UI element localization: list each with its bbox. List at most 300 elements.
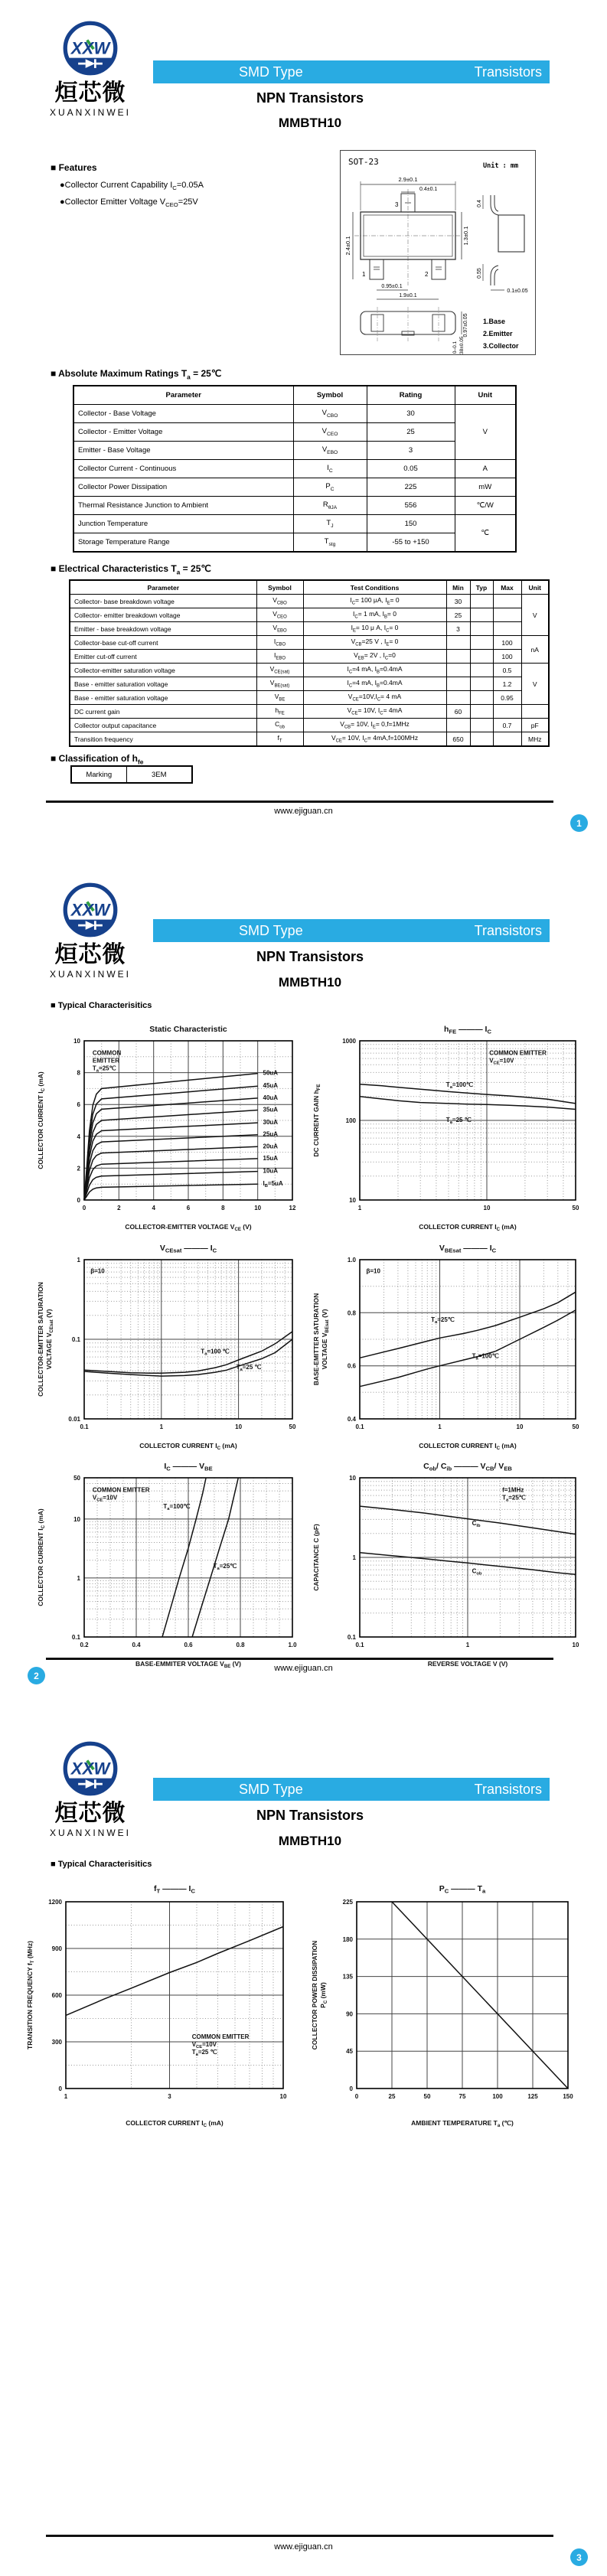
svg-text:45uA: 45uA [263, 1082, 279, 1090]
svg-text:IC ——— VBE: $I_C$ ——— $V_{BE}$ [164, 1462, 213, 1472]
features-heading: ■ Features [51, 162, 97, 173]
table-cell: 100 [493, 636, 521, 650]
table-cell [493, 732, 521, 747]
svg-text:1: 1 [438, 1423, 442, 1430]
svg-text:180: 180 [342, 1935, 353, 1943]
typical-characteristics-heading: ■ Typical Characterisitics [51, 1001, 152, 1010]
brand-name-en: XUANXINWEI [49, 107, 131, 118]
package-unit: Unit : mm [483, 162, 519, 170]
brand-name-en: XUANXINWEI [49, 969, 131, 980]
svg-text:45: 45 [346, 2048, 353, 2056]
table-cell: mW [455, 478, 516, 497]
chart-ic-vs-vbe [34, 1456, 303, 1672]
svg-text:COMMON EMITTER: COMMON EMITTER [191, 2033, 250, 2040]
header-bar-left: SMD Type [239, 64, 303, 80]
svg-text:0.1: 0.1 [80, 1423, 89, 1430]
footer-rule [46, 1658, 553, 1660]
table-cell: $I_C=4$ mA, $I_B=0.4mA$ [303, 664, 446, 677]
svg-text:COLLECTOR POWER DISSIPATION: COLLECTOR POWER DISSIPATION [311, 1940, 318, 2050]
svg-text:10: 10 [483, 1205, 491, 1211]
table-cell: Collector-base cut-off current [70, 636, 256, 650]
table-row [73, 405, 516, 423]
table-cell: $I_{EBO}$ [256, 650, 303, 664]
table-cell: Emitter - Base Voltage [73, 442, 293, 460]
svg-text:30uA: 30uA [263, 1119, 279, 1127]
svg-text:Ta=25 ℃: $T_a=25$ ℃ [191, 2048, 217, 2057]
vbesat-vs-ic-svg [309, 1238, 586, 1454]
ic-vs-vbe-svg [34, 1456, 303, 1672]
svg-text:0.1: 0.1 [71, 1634, 80, 1641]
data-table [73, 385, 517, 553]
svg-text:25: 25 [388, 2093, 396, 2100]
table-cell: 225 [367, 478, 455, 497]
svg-text:0.1: 0.1 [71, 1336, 80, 1343]
footer-url: www.ejiguan.cn [274, 2542, 333, 2552]
dim-body-width: 2.9±0.1 [398, 176, 418, 183]
svg-text:IB=5uA: $I_B=5uA$ [263, 1180, 283, 1189]
capacitance-vs-reverse-voltage-svg [309, 1456, 586, 1672]
dim-side-top: 0.4 [477, 200, 482, 207]
column-header: Unit [521, 580, 549, 595]
svg-text:10: 10 [73, 1515, 80, 1523]
svg-text:VOLTAGE VBEsat (V): VOLTAGE $V_{BEsat}$ (V) [321, 1309, 331, 1370]
table-row [73, 533, 516, 553]
table-cell: 0.7 [493, 719, 521, 732]
data-table [70, 765, 193, 784]
chart-vcesat-vs-ic [34, 1238, 303, 1454]
svg-text:VCE=10V: $V_{CE}=10V$ [489, 1057, 514, 1066]
svg-text:XXW: XXW [70, 38, 110, 58]
svg-text:1: 1 [64, 2093, 68, 2100]
svg-text:10: 10 [572, 1642, 579, 1648]
table-cell: Collector - Base Voltage [73, 405, 293, 423]
table-row [70, 650, 549, 664]
table-cell: MHz [521, 732, 549, 747]
svg-text:25uA: 25uA [263, 1130, 279, 1138]
table-cell: V [455, 405, 516, 460]
svg-text:1: 1 [357, 1205, 362, 1211]
svg-text:75: 75 [459, 2093, 466, 2100]
svg-text:6: 6 [186, 1205, 191, 1211]
table-cell: Collector Current - Continuous [73, 460, 293, 478]
feature-item: ●Collector Emitter Voltage $V_{CEO}=25V$ [60, 197, 198, 209]
svg-text:4: 4 [77, 1133, 80, 1140]
pin2-legend: 2.Emitter [483, 330, 513, 337]
header-bar-right: Transistors [474, 1781, 542, 1797]
svg-text:Static Characteristic: Static Characteristic [149, 1025, 227, 1034]
svg-text:β=10: β=10 [90, 1267, 105, 1275]
table-header-row [73, 386, 516, 405]
table-cell: $V_{CB}=25$ V , $I_E= 0$ [303, 636, 446, 650]
dim-pitch-2: 1.9±0.1 [399, 293, 417, 298]
pin2-number: 2 [425, 271, 429, 278]
svg-text:BASE-EMMITER VOLTAGE VBE (V: BASE-EMMITER VOLTAGE $V_{BE}$ (V) [135, 1660, 242, 1670]
dim-pin-width: 0.4±0.1 [419, 187, 438, 192]
table-cell [470, 595, 493, 608]
table-cell: Emitter - base breakdown voltage [70, 622, 256, 636]
brand-logo [40, 20, 141, 118]
pin3-number: 3 [395, 201, 399, 208]
table-row [73, 460, 516, 478]
page-number-badge: 2 [28, 1667, 45, 1684]
svg-text:Cob/ Cib ——— VCB/ VEB: $C_{ob}/$ $C_{ib}$ ——— $V_{CB}/$ $V_{EB}$ [423, 1462, 512, 1472]
table-cell [493, 595, 521, 608]
svg-text:2: 2 [77, 1165, 80, 1172]
svg-text:90: 90 [346, 2010, 353, 2018]
page-2 [0, 859, 607, 1717]
table-row [73, 442, 516, 460]
table-row [70, 719, 549, 732]
svg-text:hFE ——— IC: $h_{FE}$ ——— $I_C$ [444, 1025, 491, 1035]
brand-logo-icon [40, 1740, 141, 1801]
hfe-classification-table [70, 765, 193, 784]
table-row [73, 478, 516, 497]
table-cell: Base - emitter saturation voltage [70, 677, 256, 691]
chart-pc-vs-ta [308, 1879, 583, 2131]
device-type-title: NPN Transistors [256, 1808, 364, 1823]
table-cell: $I_C=4$ mA, $I_B=0.4mA$ [303, 677, 446, 691]
svg-text:0.4: 0.4 [132, 1642, 141, 1648]
table-cell: 25 [367, 423, 455, 442]
dim-bottom-pad: 0.38±0.05 [459, 336, 465, 354]
footer-url: www.ejiguan.cn [274, 807, 333, 816]
table-cell: $V_{CEO}$ [256, 608, 303, 622]
hfe-vs-ic-svg [309, 1019, 586, 1235]
table-cell: 0.95 [493, 691, 521, 705]
table-cell: Storage Temperature Range [73, 533, 293, 553]
svg-text:Ta=25℃: $T_a=25℃$ [92, 1065, 116, 1074]
table-row [71, 766, 192, 783]
table-cell: V [521, 595, 549, 636]
svg-text:COLLECTOR CURRENT IC (mA): COLLECTOR CURRENT $I_C$ (mA) [139, 1442, 237, 1452]
dim-height-left: 2.4±0.1 [344, 236, 351, 256]
feature-item: ●Collector Current Capability $I_C=0.05A$ [60, 181, 204, 192]
svg-text:100: 100 [492, 2093, 503, 2100]
svg-text:600: 600 [51, 1992, 62, 1999]
static-characteristic-svg [34, 1019, 303, 1235]
svg-text:8: 8 [77, 1069, 80, 1077]
svg-text:0: 0 [77, 1197, 80, 1204]
dim-pitch-1: 0.95±0.1 [381, 284, 403, 289]
svg-text:10: 10 [349, 1475, 356, 1482]
svg-text:10: 10 [235, 1423, 243, 1430]
svg-text:10: 10 [279, 2093, 287, 2100]
pin1-legend: 1.Base [483, 318, 506, 325]
svg-text:1: 1 [352, 1554, 356, 1561]
svg-text:3: 3 [168, 2093, 171, 2100]
table-cell [493, 705, 521, 719]
svg-text:900: 900 [51, 1945, 62, 1952]
table-cell: $h_{FE}$ [256, 705, 303, 719]
package-drawing [340, 150, 536, 355]
table-cell: Marking [71, 766, 126, 783]
table-row [70, 732, 549, 747]
table-cell: $V_{CE}=10V,I_C= 4$ mA [303, 691, 446, 705]
abs-max-heading: ■ Absolute Maximum Ratings $T_a$ = 25℃ [51, 368, 222, 381]
table-cell: -55 to +150 [367, 533, 455, 553]
table-row [70, 595, 549, 608]
column-header: Unit [455, 386, 516, 405]
table-row [70, 608, 549, 622]
svg-text:35uA: 35uA [263, 1106, 279, 1114]
elec-char-table [69, 579, 550, 747]
chart-vbesat-vs-ic [309, 1238, 586, 1454]
table-cell: Collector- emitter breakdown voltage [70, 608, 256, 622]
device-type-title: NPN Transistors [256, 949, 364, 964]
table-cell [470, 622, 493, 636]
svg-text:COLLECTOR CURRENT IC (mA): COLLECTOR CURRENT $I_C$ (mA) [419, 1223, 517, 1233]
table-cell: pF [521, 719, 549, 732]
table-cell: $V_{CE}= 10V$, $I_C= 4mA,f=100MHz$ [303, 732, 446, 747]
svg-text:COLLECTOR CURRENT IC (mA): COLLECTOR CURRENT $I_C$ (mA) [37, 1508, 47, 1606]
page-number-badge: 1 [570, 814, 588, 832]
svg-text:f=1MHz: f=1MHz [502, 1486, 524, 1494]
table-cell: ℃/W [455, 497, 516, 515]
brand-logo [40, 1740, 141, 1838]
table-cell: Collector Power Dissipation [73, 478, 293, 497]
table-cell: $V_{BE(sat)}$ [256, 677, 303, 691]
column-header: Rating [367, 386, 455, 405]
table-cell [470, 650, 493, 664]
svg-text:0: 0 [58, 2085, 62, 2092]
svg-text:10: 10 [516, 1423, 524, 1430]
svg-text:VCE=10V: $V_{CE}=10V$ [92, 1494, 118, 1503]
svg-text:COMMON EMITTER: COMMON EMITTER [489, 1049, 547, 1057]
svg-text:COLLECTOR CURRENT IC (mA): COLLECTOR CURRENT $I_C$ (mA) [126, 2119, 224, 2129]
svg-text:COLLECTOR CURRENT IC (mA): COLLECTOR CURRENT $I_C$ (mA) [37, 1071, 47, 1169]
header-bar [153, 919, 550, 942]
dim-bottom-height: 0.97±0.05 [463, 313, 468, 337]
svg-text:2: 2 [117, 1205, 121, 1211]
table-row [70, 622, 549, 636]
table-cell [446, 691, 470, 705]
table-cell [470, 719, 493, 732]
footer-rule [46, 2535, 553, 2537]
header-bar [153, 1778, 550, 1801]
svg-text:225: 225 [342, 1899, 353, 1906]
svg-text:Ta=25℃: $T_a=25℃$ [502, 1494, 526, 1503]
svg-text:XXW: XXW [70, 1759, 110, 1779]
svg-text:50: 50 [289, 1423, 296, 1430]
svg-text:4: 4 [152, 1205, 155, 1211]
table-cell [446, 719, 470, 732]
svg-text:0.1: 0.1 [347, 1634, 356, 1641]
svg-text:COLLECTOR CURRENT IC (mA): COLLECTOR CURRENT $I_C$ (mA) [419, 1442, 517, 1452]
table-cell [470, 636, 493, 650]
column-header: Symbol [256, 580, 303, 595]
table-cell: 25 [446, 608, 470, 622]
svg-text:COLLECTOR-EMITTER VOLTAGE VC: COLLECTOR-EMITTER VOLTAGE $V_{CE}$ (V) [125, 1223, 252, 1233]
table-cell: Collector output capacitance [70, 719, 256, 732]
table-cell: 1.2 [493, 677, 521, 691]
dim-side-foot: 0.1±0.05 [507, 289, 528, 294]
table-cell: $V_{CEO}$ [293, 423, 367, 442]
table-cell: Base - emitter saturation voltage [70, 691, 256, 705]
table-cell: V [521, 664, 549, 705]
svg-text:0.1: 0.1 [355, 1423, 364, 1430]
svg-text:β=10: β=10 [366, 1267, 380, 1275]
svg-text:VCEsat ——— IC: $V_{CEsat}$ ——— $I_C$ [159, 1244, 217, 1254]
svg-text:0.2: 0.2 [80, 1642, 89, 1648]
table-cell: $V_{CE}= 10V$, $I_C= 4mA$ [303, 705, 446, 719]
svg-text:300: 300 [51, 2039, 62, 2046]
svg-text:20uA: 20uA [263, 1143, 279, 1150]
table-cell [493, 608, 521, 622]
table-cell [446, 677, 470, 691]
svg-text:10: 10 [254, 1205, 262, 1211]
svg-text:1: 1 [77, 1257, 80, 1264]
svg-text:PC ——— Ta: $P_C$ ——— $T_a$ [439, 1884, 486, 1895]
svg-text:Ta=100℃: $T_a=100℃$ [163, 1503, 191, 1512]
table-cell [470, 677, 493, 691]
table-row [70, 636, 549, 650]
table-cell: $C_{ob}$ [256, 719, 303, 732]
table-cell: $f_T$ [256, 732, 303, 747]
page-3 [0, 1717, 607, 2576]
svg-text:0: 0 [354, 2093, 359, 2100]
pin1-number: 1 [362, 271, 366, 278]
table-cell: 150 [367, 515, 455, 533]
svg-text:0.6: 0.6 [347, 1362, 356, 1370]
table-cell: 3EM [126, 766, 192, 783]
svg-text:100: 100 [345, 1117, 356, 1124]
svg-text:10: 10 [73, 1038, 80, 1045]
table-cell: 0.05 [367, 460, 455, 478]
table-cell: 30 [367, 405, 455, 423]
svg-text:12: 12 [289, 1205, 296, 1211]
chart-static-characteristic [34, 1019, 303, 1235]
svg-text:VBEsat ——— IC: $V_{BEsat}$ ——— $I_C$ [439, 1244, 497, 1254]
brand-name-cn: 烜芯微 [54, 80, 126, 106]
svg-text:fT ——— IC: $f_T$ ——— $I_C$ [154, 1884, 195, 1895]
table-cell: $I_{CBO}$ [256, 636, 303, 650]
svg-text:COLLECTOR-EMITTER SATURATION: COLLECTOR-EMITTER SATURATION [37, 1282, 44, 1397]
table-cell: $V_{EBO}$ [293, 442, 367, 460]
chart-hfe-vs-ic [309, 1019, 586, 1235]
svg-text:1.0: 1.0 [347, 1257, 356, 1264]
table-cell: Collector- base breakdown voltage [70, 595, 256, 608]
svg-text:150: 150 [563, 2093, 573, 2100]
table-row [70, 705, 549, 719]
svg-text:PC (mW): $P_C$ (mW) [319, 1982, 329, 2008]
table-cell: $V_{EBO}$ [256, 622, 303, 636]
header-bar-left: SMD Type [239, 1781, 303, 1797]
table-cell: $T_J$ [293, 515, 367, 533]
table-cell: Emitter cut-off current [70, 650, 256, 664]
table-cell: $V_{CE(sat)}$ [256, 664, 303, 677]
footer-rule [46, 801, 553, 803]
chart-ft-vs-ic [23, 1879, 295, 2131]
abs-max-table [73, 385, 517, 553]
header-bar [153, 60, 550, 83]
table-cell: $I_C= 1$ mA, $I_B= 0$ [303, 608, 446, 622]
table-cell: 3 [446, 622, 470, 636]
svg-text:0.8: 0.8 [347, 1309, 356, 1317]
table-cell [470, 664, 493, 677]
svg-text:Ta=25℃: $T_a=25℃$ [431, 1316, 455, 1325]
svg-text:8: 8 [221, 1205, 225, 1211]
brand-name-en: XUANXINWEI [49, 1828, 131, 1838]
svg-text:Cob: $C_{ob}$ [472, 1567, 482, 1577]
table-row [73, 423, 516, 442]
header-bar-left: SMD Type [239, 922, 303, 938]
table-cell: ℃ [455, 515, 516, 553]
header-bar-right: Transistors [474, 922, 542, 938]
svg-text:6: 6 [77, 1101, 80, 1109]
part-number-title: MMBTH10 [278, 975, 342, 990]
svg-text:1000: 1000 [342, 1038, 356, 1045]
table-cell: $P_C$ [293, 478, 367, 497]
package-name: SOT-23 [348, 157, 379, 167]
table-cell [493, 622, 521, 636]
table-cell: Collector-emitter saturation voltage [70, 664, 256, 677]
elec-char-heading: ■ Electrical Characteristics $T_a$ = 25℃ [51, 563, 211, 576]
sot23-outline-drawing [341, 151, 535, 354]
table-cell: $R_{\theta JA}$ [293, 497, 367, 515]
svg-text:0.6: 0.6 [184, 1642, 193, 1648]
footer-url: www.ejiguan.cn [274, 1664, 333, 1673]
svg-text:1: 1 [465, 1642, 470, 1648]
table-cell [470, 732, 493, 747]
svg-text:1: 1 [159, 1423, 164, 1430]
svg-text:15uA: 15uA [263, 1154, 279, 1162]
svg-text:VOLTAGE VCEsat (V): VOLTAGE $V_{CEsat}$ (V) [45, 1309, 55, 1370]
table-header-row [70, 580, 549, 595]
column-header: Parameter [73, 386, 293, 405]
device-type-title: NPN Transistors [256, 90, 364, 106]
table-cell: Thermal Resistance Junction to Ambient [73, 497, 293, 515]
table-cell: Transition frequency [70, 732, 256, 747]
table-cell: A [455, 460, 516, 478]
svg-text:COMMON: COMMON [92, 1049, 122, 1057]
column-header: Test Conditions [303, 580, 446, 595]
xxw-logo-icon [62, 20, 119, 77]
svg-text:CAPACITANCE C (pF): CAPACITANCE C (pF) [312, 1524, 320, 1591]
svg-text:DC CURRENT GAIN hFE: DC CURRENT GAIN $h_{FE}$ [312, 1084, 322, 1157]
chart-capacitance [309, 1456, 586, 1672]
svg-text:Ta=100℃: $T_a=100℃$ [472, 1352, 499, 1361]
svg-text:REVERSE VOLTAGE V (V): REVERSE VOLTAGE V (V) [427, 1660, 508, 1668]
svg-text:TRANSITION FREQUENCY fT (M: TRANSITION FREQUENCY $f_T$ (MHz) [26, 1941, 36, 2049]
table-row [73, 497, 516, 515]
pc-vs-ta-svg [308, 1879, 583, 2131]
column-header: Parameter [70, 580, 256, 595]
table-cell: 60 [446, 705, 470, 719]
part-number-title: MMBTH10 [278, 1834, 342, 1848]
brand-logo-icon [40, 882, 141, 942]
page-1 [0, 0, 607, 859]
table-cell: Junction Temperature [73, 515, 293, 533]
page-number-badge: 3 [570, 2548, 588, 2566]
svg-text:Ta=100℃: $T_a=100℃$ [445, 1081, 473, 1090]
table-cell: $V_{BE}$ [256, 691, 303, 705]
svg-text:50uA: 50uA [263, 1069, 279, 1077]
table-cell: $I_C= 100$ μA, $I_E= 0$ [303, 595, 446, 608]
table-row [73, 515, 516, 533]
ft-vs-ic-svg [23, 1879, 295, 2131]
brand-name-cn: 烜芯微 [54, 942, 126, 967]
table-cell [470, 608, 493, 622]
table-cell: Collector - Emitter Voltage [73, 423, 293, 442]
svg-text:0.01: 0.01 [68, 1416, 80, 1423]
table-cell: 556 [367, 497, 455, 515]
table-cell: 650 [446, 732, 470, 747]
table-cell: $V_{EB}= 2V$ , $I_C=0$ [303, 650, 446, 664]
svg-text:1: 1 [77, 1574, 80, 1582]
svg-text:10uA: 10uA [263, 1167, 279, 1175]
xxw-logo-icon [62, 1740, 119, 1797]
table-cell [470, 705, 493, 719]
